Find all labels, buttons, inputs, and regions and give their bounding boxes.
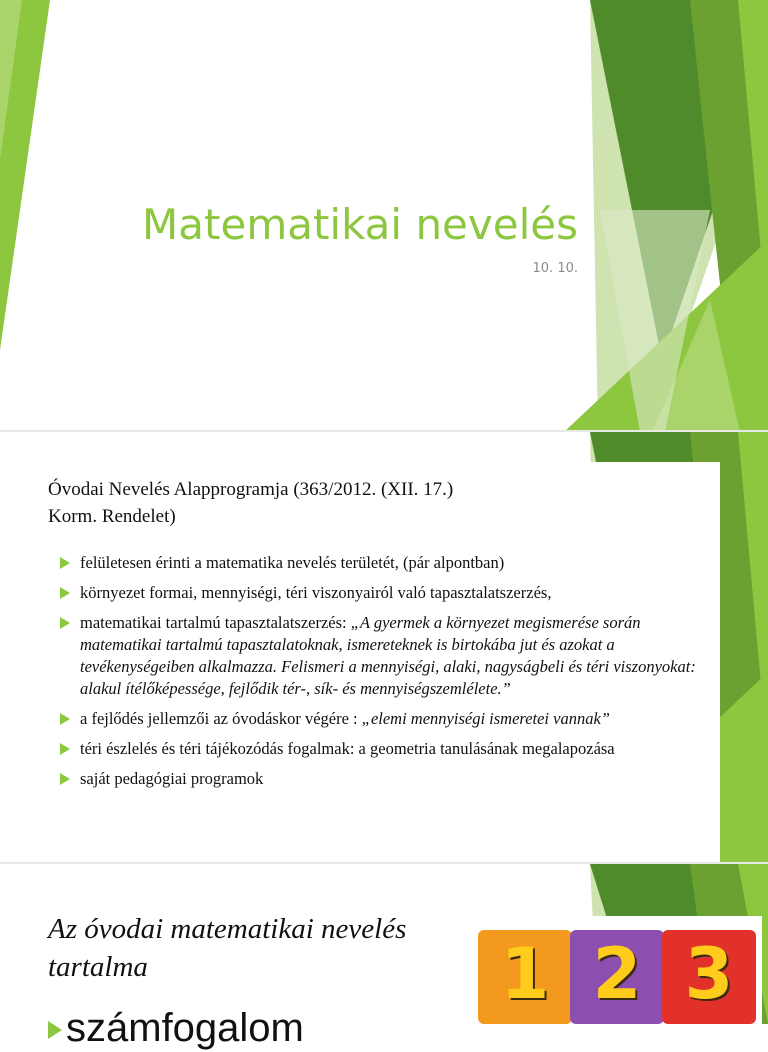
- triangle-bullet-icon: [60, 617, 70, 629]
- triangle-bullet-icon: [60, 743, 70, 755]
- bullet-text: saját pedagógiai programok: [80, 769, 264, 788]
- puzzle-digit: 3: [684, 933, 734, 1015]
- bullet-text: felületesen érinti a matematika nevelés területét, (pár alpontban): [80, 553, 505, 572]
- bullet-text: környezet formai, mennyiségi, téri viszonyairól való tapasztalatszerzés,: [80, 583, 552, 602]
- bullet-list: [58, 552, 720, 798]
- bullet-text: téri észlelés és téri tájékozódás fogalmak: a geometria tanulásának megalapozása: [80, 739, 615, 758]
- puzzle-piece-red: [662, 930, 756, 1024]
- puzzle-piece-orange: [478, 930, 572, 1024]
- heading-line-1: Óvodai Nevelés Alapprogramja (363/2012. (XII. 17.): [48, 479, 454, 500]
- bullet-text: a fejlődés jellemzői az óvodáskor végére :: [80, 709, 362, 728]
- slide-title-text: Matematikai nevelés: [142, 200, 578, 249]
- slide-heading: [48, 476, 568, 530]
- triangle-bullet-icon: [60, 713, 70, 725]
- bullet-text: matematikai tartalmú tapasztalatszerzés:: [80, 613, 351, 632]
- puzzle-digit: 1: [500, 933, 550, 1015]
- list-item: [58, 612, 720, 700]
- number-puzzle-image: [470, 916, 762, 1024]
- triangle-bullet-icon: [60, 587, 70, 599]
- triangle-bullet-icon: [48, 1021, 62, 1039]
- bullet-quote: „elemi mennyiségi ismeretei vannak”: [361, 709, 610, 728]
- heading-line-2: Korm. Rendelet): [48, 506, 176, 527]
- list-item: [58, 708, 720, 730]
- slide-heading: Az óvodai matematikai nevelés tartalma: [48, 913, 407, 983]
- bullet-text: számfogalom: [66, 1006, 304, 1050]
- slide-partial: [0, 864, 768, 1050]
- puzzle-piece-purple: [570, 930, 664, 1024]
- list-item: [58, 738, 720, 760]
- triangle-bullet-icon: [60, 557, 70, 569]
- slide-date: 10. 10.: [532, 261, 578, 276]
- list-item: [58, 552, 720, 574]
- bullet-quote: „A gyermek a környezet megismerése során matematikai tartalmú tapasztalatoknak, ismereteknek is birtokába jut és azokat a tevékenységeiben alkalmazza. Felismeri a mennyiségi, alaki, nagyságbeli és téri viszonyokat: alakul ítélőképessége, fejlődik tér-, sík- és mennyiségszemlélete.”: [80, 613, 696, 698]
- slide-content: [0, 432, 768, 864]
- puzzle-digit: 2: [592, 933, 642, 1015]
- list-item: [58, 768, 720, 790]
- triangle-bullet-icon: [60, 773, 70, 785]
- list-item: [48, 1004, 304, 1052]
- slide-title: [0, 0, 768, 432]
- list-item: [58, 582, 720, 604]
